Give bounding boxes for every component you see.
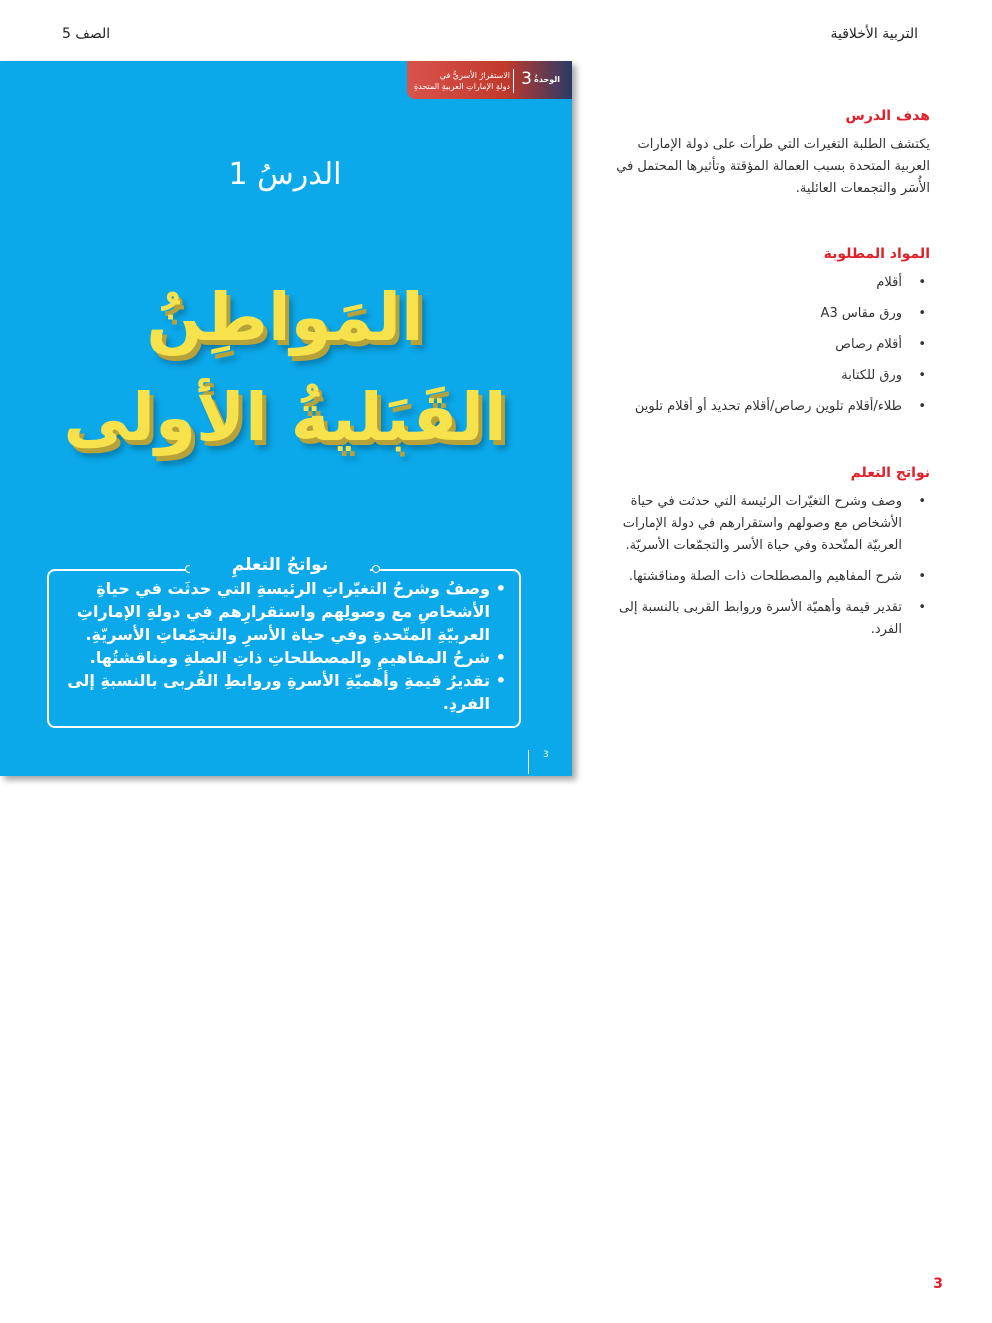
book-outcome-item: • تقديرُ قيمةِ وأهميّةِ الأسرةِ وروابطِ القُربى بالنسبةِ إلى الفردِ. (60, 669, 506, 715)
book-page-number: 3 (543, 750, 549, 760)
lesson-goal-section (610, 108, 930, 200)
outcomes-list (610, 491, 930, 641)
materials-section (610, 246, 930, 427)
materials-list (610, 272, 930, 418)
lesson-title-line1: المَواطِنُ (146, 279, 424, 356)
unit-separator (513, 69, 514, 93)
materials-item: • ورق للكتابة (610, 365, 930, 387)
materials-item: • أقلام (610, 272, 930, 294)
unit-number: 3 (521, 69, 532, 89)
book-outcomes-list (60, 577, 506, 715)
outcomes-item: • شرح المفاهيم والمصطلحات ذات الصلة ومناقشتها. (610, 566, 930, 588)
outcomes-section (610, 465, 930, 650)
lesson-goal-text: يكتشف الطلبة التغيرات التي طرأت على دولة الإمارات العربية المتحدة بسبب العمالة المؤقتة وتأثيرها المحتمل في الأُسَر والتجمعات العائلية. (616, 137, 930, 196)
outcomes-box-dot-right (372, 565, 380, 573)
materials-item: • أقلام رصاص (610, 334, 930, 356)
lesson-goal-title: هدف الدرس (845, 108, 930, 124)
outcomes-title: نواتج التعلم (850, 465, 930, 481)
unit-label: الوحدةُ (534, 75, 560, 84)
header-grade: الصف 5 (62, 26, 111, 42)
header-subject: التربية الأخلاقية (830, 26, 918, 42)
student-book-page (0, 61, 572, 776)
lesson-number: الدرسُ 1 (228, 157, 342, 192)
materials-item: • طلاء/أقلام تلوين رصاص/أقلام تحديد أو أقلام تلوين (610, 396, 930, 418)
book-page-separator (528, 750, 529, 774)
unit-banner (407, 61, 572, 99)
materials-item: • ورق مقاس A3 (610, 303, 930, 325)
outcomes-item: • وصف وشرح التغيّرات الرئيسة التي حدثت في حياة الأشخاص مع وصولهم واستقرارهم في دولة الإمارات العربيّة المتّحدة وفي حياة الأسر والتجمّعات الأسريّة. (610, 491, 930, 557)
lesson-title-line2: القَبَليةُ الأولى (63, 379, 507, 456)
footer-page-number: 3 (933, 1276, 943, 1292)
outcomes-heading: نواتجُ التعلمِ (190, 555, 370, 575)
materials-title: المواد المطلوبة (823, 246, 930, 262)
book-outcome-item: • شرحُ المفاهيمِ والمصطلحاتِ ذاتِ الصلةِ ومناقشتُها. (60, 646, 506, 669)
book-outcome-item: • وصفُ وشرحُ التغيّراتِ الرئيسةِ التي حدثَت في حياةِ الأشخاصِ مع وصولِهم واستقرارِهم في دولةِ الإماراتِ العربيّةِ المتّحدةِ وفي حياة الأسرِ والتجمّعاتِ الأسريّةِ. (60, 577, 506, 646)
unit-title-line1: الاستقرارُ الأسريُّ في (439, 71, 510, 80)
outcomes-item: • تقدير قيمة وأهميّة الأسرة وروابط القربى بالنسبة إلى الفرد. (610, 597, 930, 641)
unit-title-line2: دولةِ الإماراتِ العربيةِ المتحدةِ (413, 82, 510, 91)
